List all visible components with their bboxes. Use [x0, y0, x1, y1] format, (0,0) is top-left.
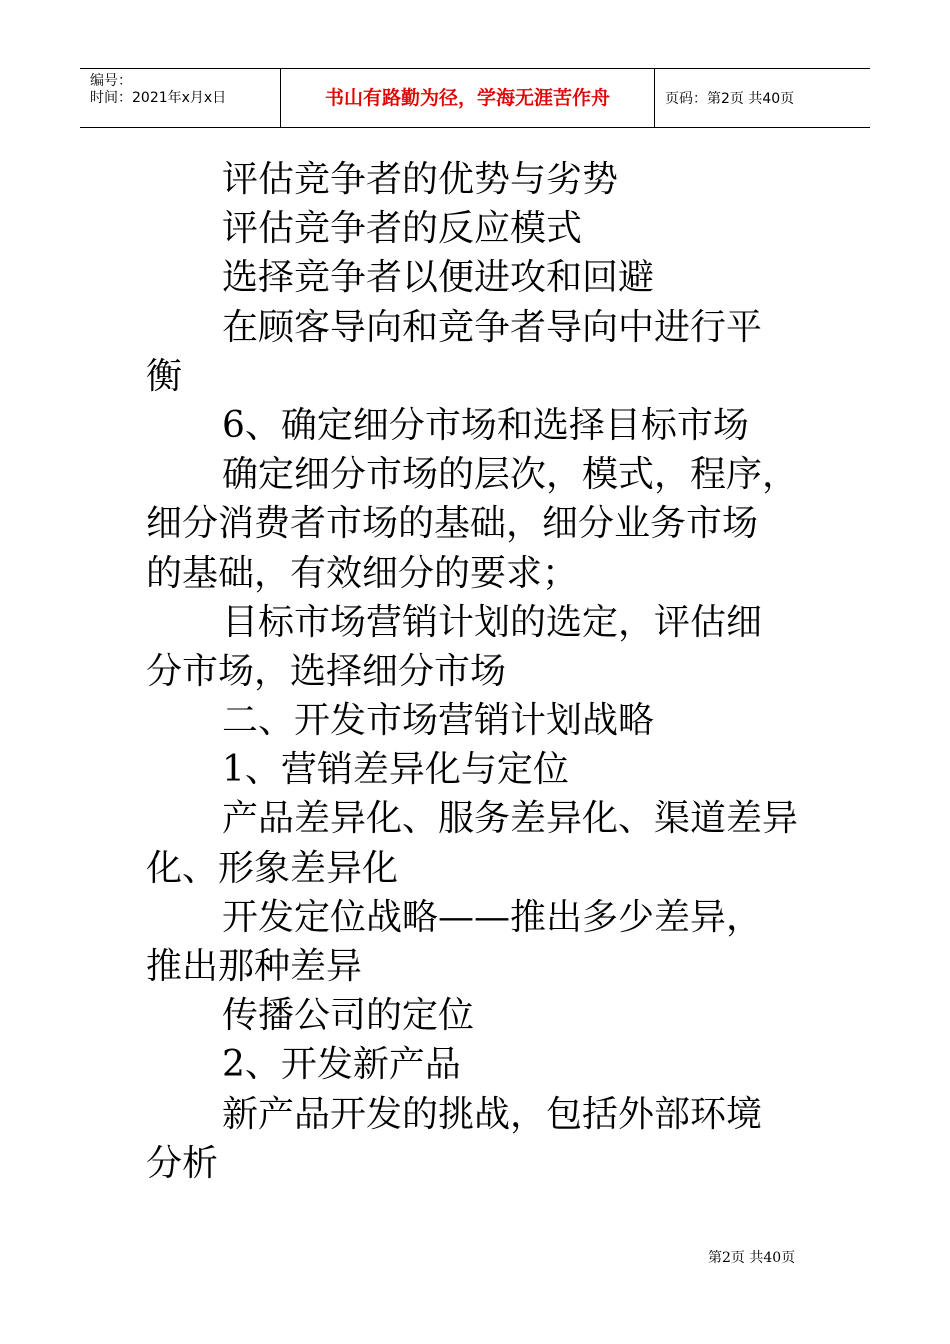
text-line: 新产品开发的挑战，包括外部环境: [222, 1093, 763, 1135]
text-line: 目标市场营销计划的选定，评估细: [222, 601, 763, 643]
text-line: 细分消费者市场的基础，细分业务市场: [146, 503, 759, 545]
text-line: 在顾客导向和竞争者导向中进行平: [222, 306, 763, 348]
header-motto-cell: [281, 69, 655, 127]
footer-page-number: 第2页 共40页: [708, 1250, 796, 1266]
text-line: 确定细分市场的层次，模式，程序，: [222, 454, 799, 496]
header-page-cell: [655, 69, 870, 127]
text-line: 推出那种差异: [146, 946, 363, 987]
text-line: 分析: [146, 1142, 219, 1184]
text-line: 评估竞争者的优势与劣势: [222, 159, 619, 200]
text-line: 化、形象差异化: [146, 847, 399, 889]
text-line: 衡: [146, 355, 183, 397]
text-line: 分市场，选择细分市场: [146, 650, 507, 692]
text-line: 选择竞争者以便进攻和回避: [222, 257, 655, 299]
text-line: 6、确定细分市场和选择目标市场: [222, 404, 749, 446]
header-page-number: 页码：第2页 共40页: [665, 91, 795, 107]
text-line: 二、开发市场营销计划战略: [222, 700, 655, 742]
document-number-label: 编号：: [90, 73, 132, 89]
text-line: 传播公司的定位: [222, 995, 475, 1037]
header-motto: 书山有路勤为径，学海无涯苦作舟: [324, 87, 610, 109]
header-meta-cell: [80, 69, 281, 127]
text-line: 2、开发新产品: [222, 1044, 461, 1086]
text-line: 评估竞争者的反应模式: [222, 208, 583, 250]
text-line: 开发定位战略——推出多少差异，: [222, 896, 763, 938]
text-line: 的基础，有效细分的要求；: [146, 552, 579, 594]
page-header: [80, 68, 870, 128]
body-text: [146, 155, 826, 1188]
text-line: 1、营销差异化与定位: [222, 749, 569, 791]
document-time-label: 时间：2021年x月x日: [90, 90, 227, 106]
text-line: 产品差异化、服务差异化、渠道差异: [222, 798, 799, 840]
